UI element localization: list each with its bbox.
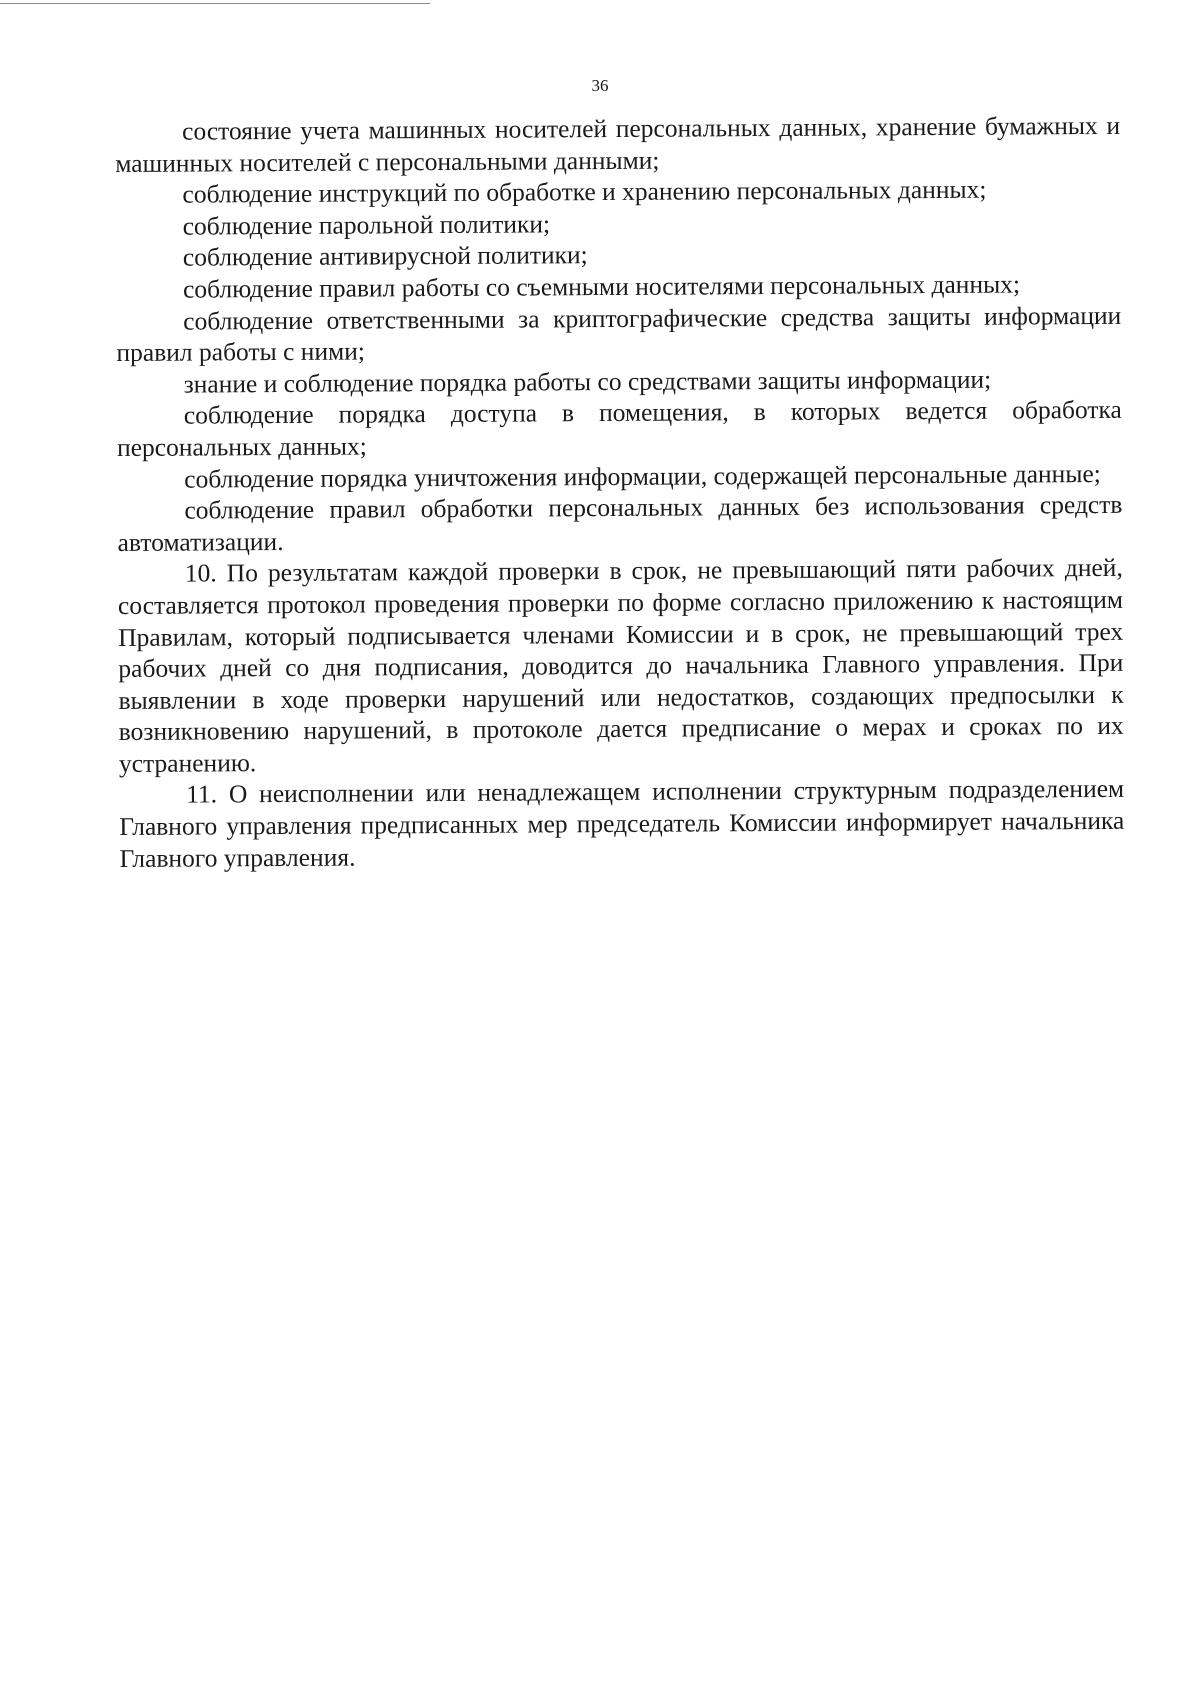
paragraph-9: соблюдение порядка уничтожения информации, содержащей персональные данные; xyxy=(184,458,1101,494)
document-body xyxy=(115,110,1125,874)
paragraph-5: соблюдение правил работы со съемными носителями персональных данных; xyxy=(182,269,1021,304)
paragraph-6: соблюдение ответственными за криптографические средства защиты информации правил работы с ними; xyxy=(116,300,1122,368)
paragraph-10: соблюдение правил обработки персональных данных без использования средств автоматизации. xyxy=(117,489,1123,557)
paragraph-12: 11. О неисполнении или ненадлежащем исполнении структурным подразделением Главного управления предписанных мер председатель Комиссии информирует начальника Главного управления. xyxy=(119,774,1125,873)
paragraph-4: соблюдение антивирусной политики; xyxy=(182,240,588,272)
paragraph-8: соблюдение порядка доступа в помещения, в которых ведется обработка персональных данных; xyxy=(116,395,1122,462)
scan-edge-line xyxy=(0,3,430,4)
page-number: 36 xyxy=(591,76,609,95)
paragraph-2: соблюдение инструкций по обработке и хранению персональных данных; xyxy=(182,174,987,209)
paragraph-7: знание и соблюдение порядка работы со средствами защиты информации; xyxy=(183,364,992,399)
paragraph-3: соблюдение парольной политики; xyxy=(182,209,551,241)
paragraph-1: состояние учета машинных носителей персональных данных, хранение бумажных и машинных носителей с персональными данными; xyxy=(115,110,1121,178)
paragraph-11: 10. По результатам каждой проверки в срок, не превышающий пяти рабочих дней, составляется протокол проведения проверки по форме согласно приложению к настоящим Правилам, который подписывается членами Комиссии и в срок, не превышающий трех рабочих дней со дня подписания, доводится до начальника Главного управления. При выявлении в ходе проверки нарушений или недостатков, создающих предпосылки к возникновению нарушений, в протоколе дается предписание о мерах и сроках по их устранению. xyxy=(117,553,1124,778)
